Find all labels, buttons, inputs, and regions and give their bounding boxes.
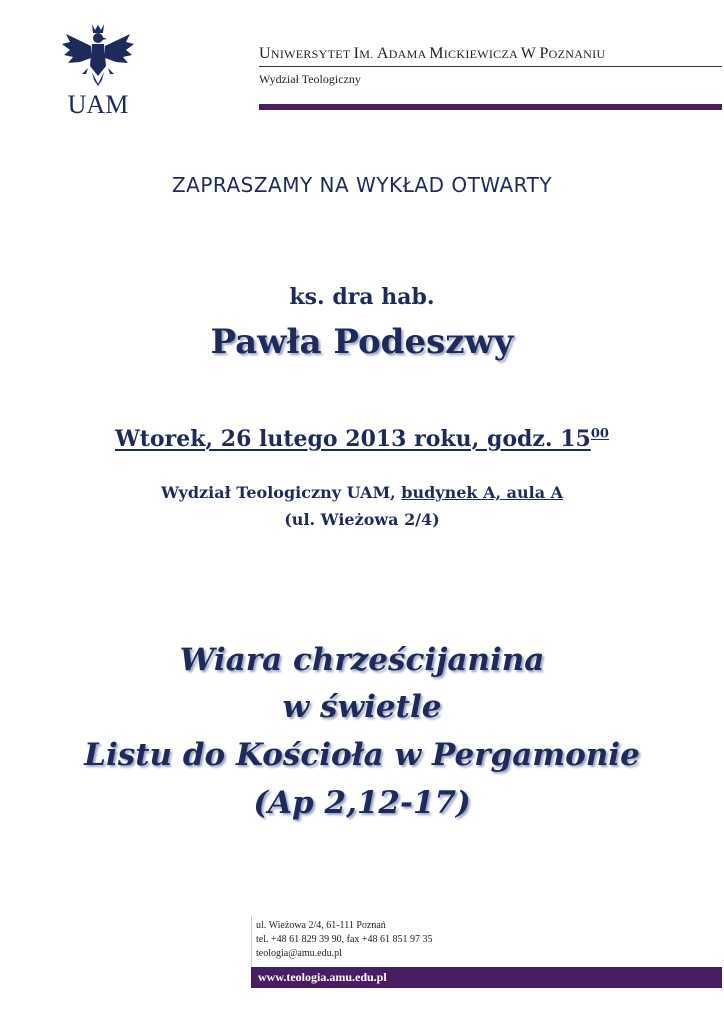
lecture-title-line: (Ap 2,12-17): [253, 785, 471, 821]
location-building: budynek A, aula A: [401, 483, 564, 502]
lecture-title-line: w świetle: [282, 689, 442, 725]
lecture-title-line: Wiara chrześcijanina: [179, 642, 545, 678]
footer-email: teologia@amu.edu.pl: [256, 948, 342, 959]
location-faculty: Wydział Teologiczny UAM,: [160, 483, 402, 502]
event-location: [0, 483, 724, 502]
footer-divider: [251, 916, 252, 966]
header-divider-thin: [259, 66, 722, 67]
header-divider-bar: [259, 104, 722, 110]
footer-phone: tel. +48 61 829 39 90, fax +48 61 851 97 35: [256, 934, 433, 945]
footer-address: ul. Wieżowa 2/4, 61-111 Poznań: [256, 920, 386, 931]
lecture-title-line: Listu do Kościoła w Pergamonie: [84, 737, 640, 773]
faculty-name: Wydział Teologiczny: [259, 72, 361, 86]
uam-logo: [58, 22, 138, 118]
eagle-emblem-icon: [58, 22, 138, 118]
event-date-text: Wtorek, 26 lutego 2013 roku, godz. 15: [115, 426, 591, 452]
university-name: UNIWERSYTET IM. ADAMA MICKIEWICZA W POZNANIU: [259, 45, 606, 62]
location-street: (ul. Wieżowa 2/4): [284, 510, 440, 529]
event-date: [0, 426, 724, 452]
invite-heading: ZAPRASZAMY NA WYKŁAD OTWARTY: [171, 173, 553, 197]
footer-website-link[interactable]: www.teologia.amu.edu.pl: [258, 970, 387, 984]
event-time-minutes: 00: [590, 426, 609, 442]
speaker-title: ks. dra hab.: [289, 284, 435, 310]
logo-text: UAM: [67, 90, 129, 118]
speaker-name: Pawła Podeszwy: [210, 322, 514, 362]
